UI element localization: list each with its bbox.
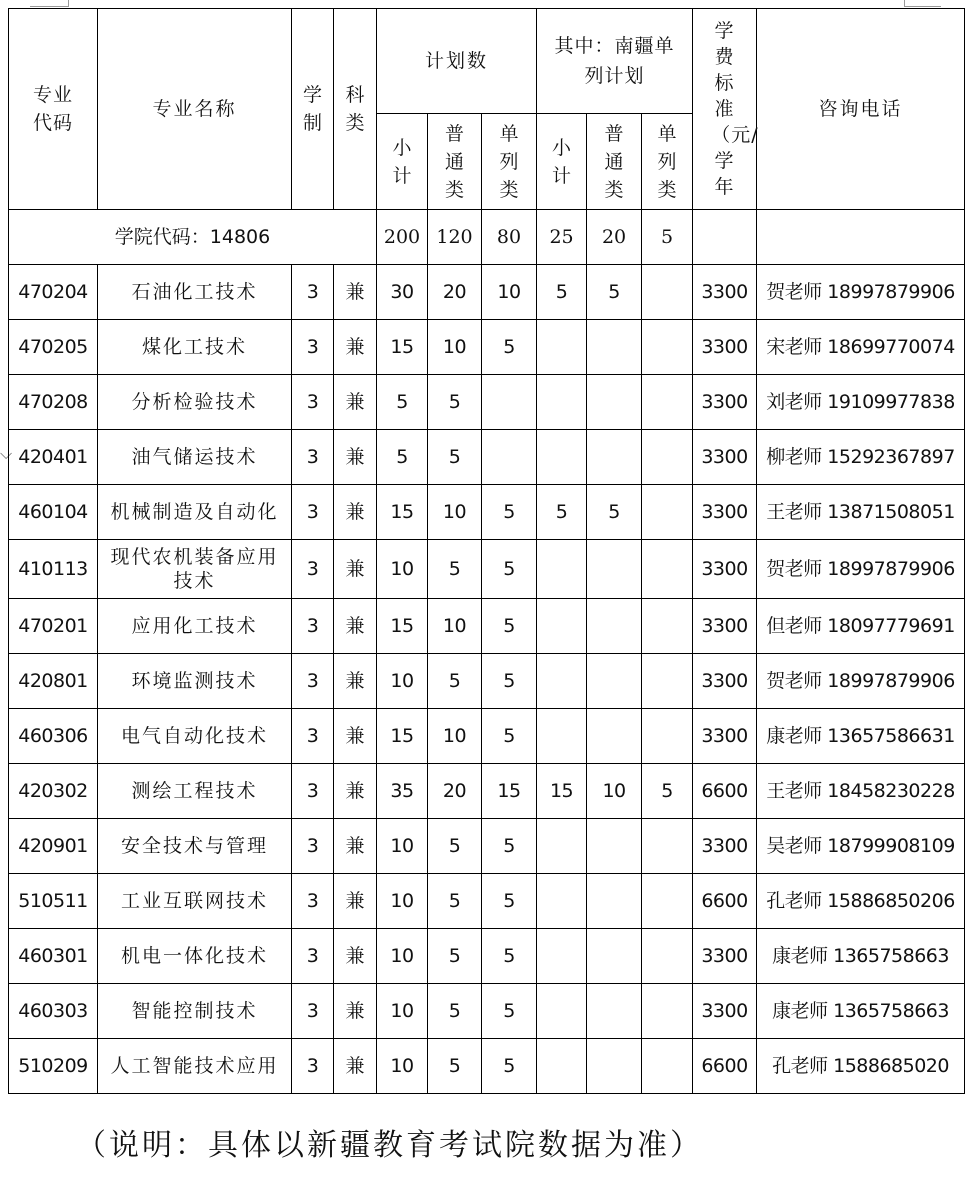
cell-nj-total (537, 819, 587, 874)
cell-major-name: 分析检验技术 (98, 375, 292, 430)
cell-years: 3 (292, 430, 334, 485)
header-plan-total: 小计 (377, 114, 428, 210)
page-corner-mark-left (30, 0, 69, 7)
cell-category: 兼 (334, 819, 377, 874)
cell-years: 3 (292, 485, 334, 540)
cell-major-code: 460104 (9, 485, 98, 540)
cell-nj-single (642, 654, 693, 709)
cell-nj-single: 5 (642, 764, 693, 819)
header-name: 专业名称 (98, 9, 292, 210)
cell-nj-single (642, 819, 693, 874)
cell-category: 兼 (334, 599, 377, 654)
footnote: （说明：具体以新疆教育考试院数据为准） (76, 1128, 703, 1163)
cell-major-name: 煤化工技术 (98, 320, 292, 375)
cell-major-name: 应用化工技术 (98, 599, 292, 654)
cell-major-name: 电气自动化技术 (98, 709, 292, 764)
cell-nj-general (587, 1039, 642, 1094)
cell-phone: 刘老师 19109977838 (757, 375, 965, 430)
cell-phone: 贺老师 18997879906 (757, 540, 965, 599)
cell-phone: 柳老师 15292367897 (757, 430, 965, 485)
cell-plan-single: 5 (482, 929, 537, 984)
cell-nj-single (642, 375, 693, 430)
cell-major-name: 现代农机装备应用技术 (98, 540, 292, 599)
cell-plan-total: 5 (377, 430, 428, 485)
college-nj-single: 5 (642, 210, 693, 265)
cell-fee: 3300 (693, 375, 757, 430)
cell-plan-single: 5 (482, 874, 537, 929)
cell-nj-general (587, 874, 642, 929)
cell-nj-total: 5 (537, 265, 587, 320)
cell-plan-single: 5 (482, 654, 537, 709)
cell-phone: 康老师 1365758663 (757, 984, 965, 1039)
cell-nj-general (587, 430, 642, 485)
cell-plan-general: 10 (428, 599, 482, 654)
cell-plan-total: 35 (377, 764, 428, 819)
cell-nj-total (537, 874, 587, 929)
cell-nj-total (537, 929, 587, 984)
cell-plan-total: 15 (377, 485, 428, 540)
header-nj-general: 普通类 (587, 114, 642, 210)
cell-major-code: 470205 (9, 320, 98, 375)
cell-phone: 王老师 18458230228 (757, 764, 965, 819)
cell-nj-total (537, 540, 587, 599)
college-nj-general: 20 (587, 210, 642, 265)
cell-category: 兼 (334, 984, 377, 1039)
cell-nj-single (642, 874, 693, 929)
cell-plan-single: 5 (482, 320, 537, 375)
cell-nj-total (537, 984, 587, 1039)
header-fee: 学费标准（元/学年 (693, 9, 757, 210)
college-plan-total: 200 (377, 210, 428, 265)
cell-nj-general: 5 (587, 265, 642, 320)
cell-years: 3 (292, 764, 334, 819)
cell-plan-total: 15 (377, 599, 428, 654)
table-row (9, 320, 965, 375)
cell-plan-total: 30 (377, 265, 428, 320)
college-plan-general: 120 (428, 210, 482, 265)
header-nj-total: 小计 (537, 114, 587, 210)
cell-phone: 贺老师 18997879906 (757, 654, 965, 709)
cell-major-code: 460301 (9, 929, 98, 984)
cell-major-name: 测绘工程技术 (98, 764, 292, 819)
cell-nj-total (537, 599, 587, 654)
cell-phone: 王老师 13871508051 (757, 485, 965, 540)
cell-phone: 康老师 1365758663 (757, 929, 965, 984)
cell-years: 3 (292, 375, 334, 430)
header-code: 专业代码 (9, 9, 98, 210)
cell-years: 3 (292, 599, 334, 654)
cell-category: 兼 (334, 1039, 377, 1094)
cell-years: 3 (292, 819, 334, 874)
cell-plan-single: 10 (482, 265, 537, 320)
cell-nj-general: 5 (587, 485, 642, 540)
cell-plan-general: 10 (428, 709, 482, 764)
cell-plan-total: 15 (377, 320, 428, 375)
cell-years: 3 (292, 654, 334, 709)
table-row (9, 819, 965, 874)
cell-plan-general: 20 (428, 764, 482, 819)
cell-category: 兼 (334, 764, 377, 819)
cell-nj-general (587, 540, 642, 599)
cell-category: 兼 (334, 709, 377, 764)
cell-fee: 3300 (693, 984, 757, 1039)
table-row (9, 929, 965, 984)
header-years: 学制 (292, 9, 334, 210)
table-row (9, 709, 965, 764)
cell-fee: 3300 (693, 709, 757, 764)
cell-nj-general (587, 375, 642, 430)
cell-nj-general (587, 984, 642, 1039)
cell-nj-total (537, 709, 587, 764)
cell-major-code: 420801 (9, 654, 98, 709)
cell-fee: 3300 (693, 540, 757, 599)
cell-category: 兼 (334, 540, 377, 599)
cell-nj-general (587, 654, 642, 709)
cell-plan-general: 5 (428, 540, 482, 599)
cell-plan-general: 5 (428, 1039, 482, 1094)
cell-plan-general: 10 (428, 485, 482, 540)
cell-plan-general: 5 (428, 430, 482, 485)
cell-major-name: 环境监测技术 (98, 654, 292, 709)
table-row (9, 764, 965, 819)
cell-nj-total (537, 1039, 587, 1094)
cell-major-code: 470208 (9, 375, 98, 430)
cell-plan-general: 5 (428, 984, 482, 1039)
cell-plan-total: 10 (377, 1039, 428, 1094)
college-fee-empty (693, 210, 757, 265)
cell-nj-general (587, 320, 642, 375)
table-row (9, 654, 965, 709)
cell-major-name: 工业互联网技术 (98, 874, 292, 929)
cell-fee: 3300 (693, 485, 757, 540)
cell-plan-general: 5 (428, 654, 482, 709)
cell-plan-total: 10 (377, 540, 428, 599)
cell-plan-single: 5 (482, 599, 537, 654)
cell-fee: 3300 (693, 819, 757, 874)
cell-nj-general (587, 709, 642, 764)
cell-phone: 康老师 13657586631 (757, 709, 965, 764)
cell-plan-single: 5 (482, 984, 537, 1039)
cell-major-code: 470204 (9, 265, 98, 320)
cell-plan-total: 10 (377, 929, 428, 984)
cell-years: 3 (292, 929, 334, 984)
page-corner-mark-right (904, 0, 941, 7)
cell-plan-general: 20 (428, 265, 482, 320)
cell-plan-total: 10 (377, 819, 428, 874)
college-phone-empty (757, 210, 965, 265)
enrollment-plan-table (8, 8, 965, 1094)
cell-nj-total (537, 320, 587, 375)
cell-years: 3 (292, 265, 334, 320)
cell-years: 3 (292, 984, 334, 1039)
cell-nj-general: 10 (587, 764, 642, 819)
cell-nj-total (537, 375, 587, 430)
cell-major-code: 420302 (9, 764, 98, 819)
cell-plan-general: 5 (428, 874, 482, 929)
cell-fee: 3300 (693, 929, 757, 984)
cell-plan-general: 5 (428, 929, 482, 984)
cell-years: 3 (292, 540, 334, 599)
table-row (9, 874, 965, 929)
table-row (9, 984, 965, 1039)
header-nj-single: 单列类 (642, 114, 693, 210)
cell-fee: 3300 (693, 430, 757, 485)
cell-plan-total: 10 (377, 654, 428, 709)
cell-major-name: 石油化工技术 (98, 265, 292, 320)
cell-fee: 6600 (693, 1039, 757, 1094)
table-row (9, 375, 965, 430)
cell-major-name: 安全技术与管理 (98, 819, 292, 874)
cell-plan-single (482, 430, 537, 485)
cell-major-code: 510511 (9, 874, 98, 929)
header-phone: 咨询电话 (757, 9, 965, 210)
header-plan-general: 普通类 (428, 114, 482, 210)
cell-years: 3 (292, 1039, 334, 1094)
cell-fee: 6600 (693, 764, 757, 819)
cell-plan-single: 5 (482, 819, 537, 874)
cell-nj-single (642, 265, 693, 320)
cell-nj-single (642, 430, 693, 485)
college-code: 学院代码：14806 (9, 210, 377, 265)
college-plan-single: 80 (482, 210, 537, 265)
cell-plan-single: 5 (482, 1039, 537, 1094)
cell-phone: 但老师 18097779691 (757, 599, 965, 654)
cell-nj-single (642, 599, 693, 654)
header-category: 科类 (334, 9, 377, 210)
table-row (9, 430, 965, 485)
cell-plan-general: 5 (428, 375, 482, 430)
cell-nj-general (587, 929, 642, 984)
cell-nj-total (537, 430, 587, 485)
cell-major-name: 人工智能技术应用 (98, 1039, 292, 1094)
cell-years: 3 (292, 320, 334, 375)
cell-category: 兼 (334, 654, 377, 709)
cell-category: 兼 (334, 874, 377, 929)
table-row (9, 265, 965, 320)
cell-plan-total: 5 (377, 375, 428, 430)
cell-plan-general: 5 (428, 819, 482, 874)
table-row (9, 599, 965, 654)
cell-major-code: 470201 (9, 599, 98, 654)
header-plan: 计划数 (377, 9, 537, 114)
cell-years: 3 (292, 709, 334, 764)
cell-fee: 6600 (693, 874, 757, 929)
table-row (9, 1039, 965, 1094)
cell-phone: 孔老师 15886850206 (757, 874, 965, 929)
cell-major-code: 420901 (9, 819, 98, 874)
cell-major-code: 460306 (9, 709, 98, 764)
cell-plan-single (482, 375, 537, 430)
cell-major-code: 410113 (9, 540, 98, 599)
cell-phone: 贺老师 18997879906 (757, 265, 965, 320)
table-row (9, 540, 965, 599)
cell-major-name: 智能控制技术 (98, 984, 292, 1039)
cell-nj-single (642, 709, 693, 764)
cell-nj-single (642, 485, 693, 540)
cell-major-code: 460303 (9, 984, 98, 1039)
table-row (9, 485, 965, 540)
cell-major-name: 油气储运技术 (98, 430, 292, 485)
cell-category: 兼 (334, 265, 377, 320)
cell-nj-single (642, 929, 693, 984)
cell-plan-general: 10 (428, 320, 482, 375)
cell-plan-single: 5 (482, 485, 537, 540)
chevron-down-icon[interactable]: ⌵ (0, 444, 13, 463)
cell-nj-total: 15 (537, 764, 587, 819)
cell-fee: 3300 (693, 599, 757, 654)
cell-nj-single (642, 984, 693, 1039)
cell-nj-single (642, 320, 693, 375)
cell-category: 兼 (334, 929, 377, 984)
cell-category: 兼 (334, 430, 377, 485)
cell-major-code: 510209 (9, 1039, 98, 1094)
cell-plan-single: 15 (482, 764, 537, 819)
cell-category: 兼 (334, 485, 377, 540)
cell-nj-total (537, 654, 587, 709)
cell-fee: 3300 (693, 320, 757, 375)
cell-nj-total: 5 (537, 485, 587, 540)
cell-major-code: 420401 (9, 430, 98, 485)
cell-plan-single: 5 (482, 540, 537, 599)
college-nj-total: 25 (537, 210, 587, 265)
header-nanjiang: 其中：南疆单列计划 (537, 9, 693, 114)
cell-plan-total: 15 (377, 709, 428, 764)
cell-fee: 3300 (693, 654, 757, 709)
header-plan-single: 单列类 (482, 114, 537, 210)
cell-phone: 宋老师 18699770074 (757, 320, 965, 375)
cell-phone: 吴老师 18799908109 (757, 819, 965, 874)
cell-plan-total: 10 (377, 984, 428, 1039)
cell-years: 3 (292, 874, 334, 929)
cell-nj-single (642, 540, 693, 599)
cell-plan-total: 10 (377, 874, 428, 929)
cell-major-name: 机械制造及自动化 (98, 485, 292, 540)
cell-plan-single: 5 (482, 709, 537, 764)
cell-phone: 孔老师 1588685020 (757, 1039, 965, 1094)
cell-nj-general (587, 819, 642, 874)
cell-category: 兼 (334, 375, 377, 430)
cell-nj-single (642, 1039, 693, 1094)
cell-major-name: 机电一体化技术 (98, 929, 292, 984)
cell-fee: 3300 (693, 265, 757, 320)
cell-nj-general (587, 599, 642, 654)
cell-category: 兼 (334, 320, 377, 375)
